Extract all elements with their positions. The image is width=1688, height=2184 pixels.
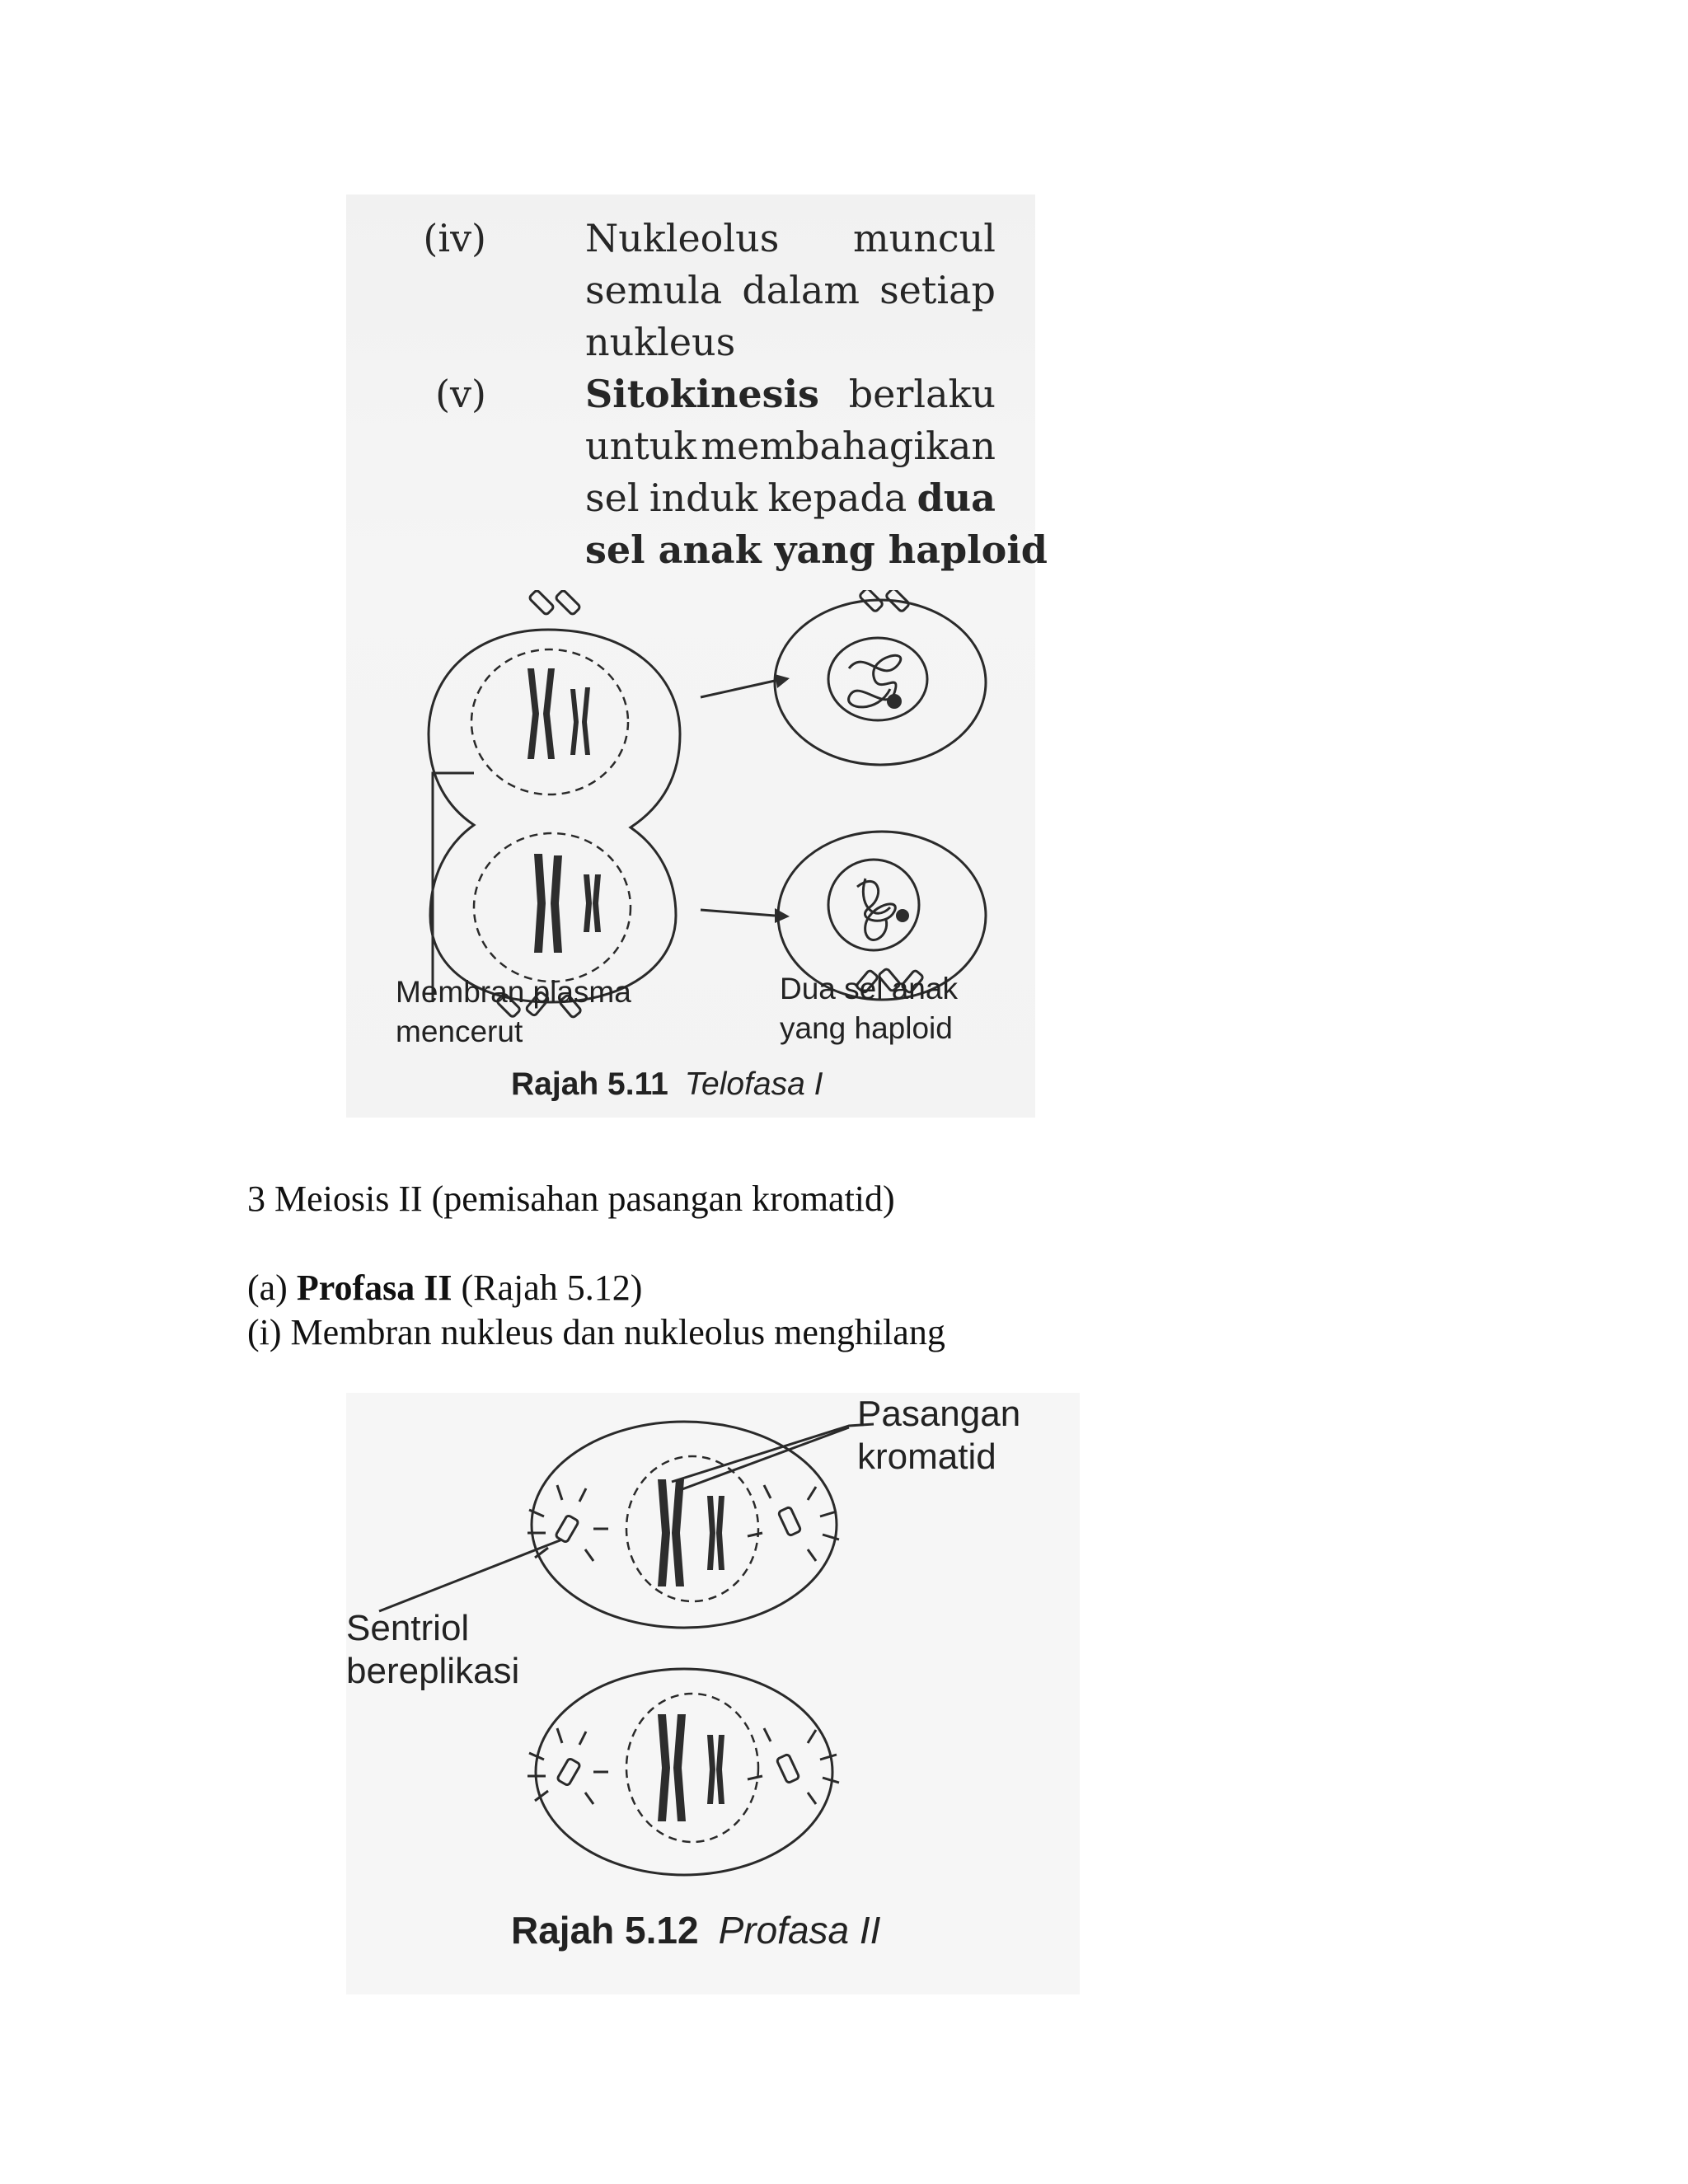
arrow-icon [701, 674, 790, 923]
figure-caption-5-12: Rajah 5.12 Profasa II [511, 1909, 881, 1952]
daughter-nucleus-top [828, 638, 927, 720]
chromatin-bottom [857, 879, 895, 940]
label-pasangan-kromatid: Pasangan kromatid [857, 1394, 1021, 1477]
text-line: untuk membahagikan [585, 424, 996, 468]
label-sentriol-bereplikasi: Sentriol bereplikasi [346, 1608, 520, 1691]
text-line: sel anak yang haploid [585, 527, 1048, 572]
chromatid-pair-bottom [658, 1714, 724, 1821]
cell-bottom [536, 1669, 832, 1875]
text-line: sel induk kepada dua [585, 476, 996, 520]
centriole-icon [496, 590, 582, 1018]
nuclear-region-top [626, 1456, 758, 1601]
chromosome-pair-top [528, 668, 590, 759]
figure-caption-5-11: Rajah 5.11 Telofasa I [511, 1066, 823, 1102]
label-membran-plasma: Membran plasma mencerut [396, 975, 631, 1048]
textbook-scan-telofasa [346, 194, 1048, 1118]
chromosome-pair-bottom [534, 854, 601, 953]
chromatid-pair-top [658, 1479, 724, 1586]
text-line: semula dalam setiap [585, 268, 996, 312]
textbook-scan-profasa [346, 1393, 1080, 1994]
daughter-cell-top [775, 600, 986, 765]
meiosis-heading: 3 Meiosis II (pemisahan pasangan kromatid) [247, 1179, 895, 1219]
list-number: (iv) [423, 216, 486, 260]
list-number: (v) [435, 372, 486, 416]
profasa-heading: (a) Profasa II (Rajah 5.12) [247, 1268, 643, 1308]
leader-line-pasangan [672, 1424, 874, 1482]
leader-line-sentriol [379, 1540, 562, 1611]
centriole-aster-icon [528, 1485, 839, 1804]
label-dua-sel-anak: Dua sel anak yang haploid [780, 972, 958, 1045]
nuclear-region-bottom [626, 1694, 758, 1842]
text-line: Sitokinesis berlaku [585, 372, 996, 416]
profasa-point-i: (i) Membran nukleus dan nukleolus menghilang [247, 1312, 945, 1352]
text-line: nukleus [585, 320, 736, 364]
text-line: Nukleolus muncul [585, 216, 996, 260]
telofasa-diagram [379, 590, 1006, 1019]
